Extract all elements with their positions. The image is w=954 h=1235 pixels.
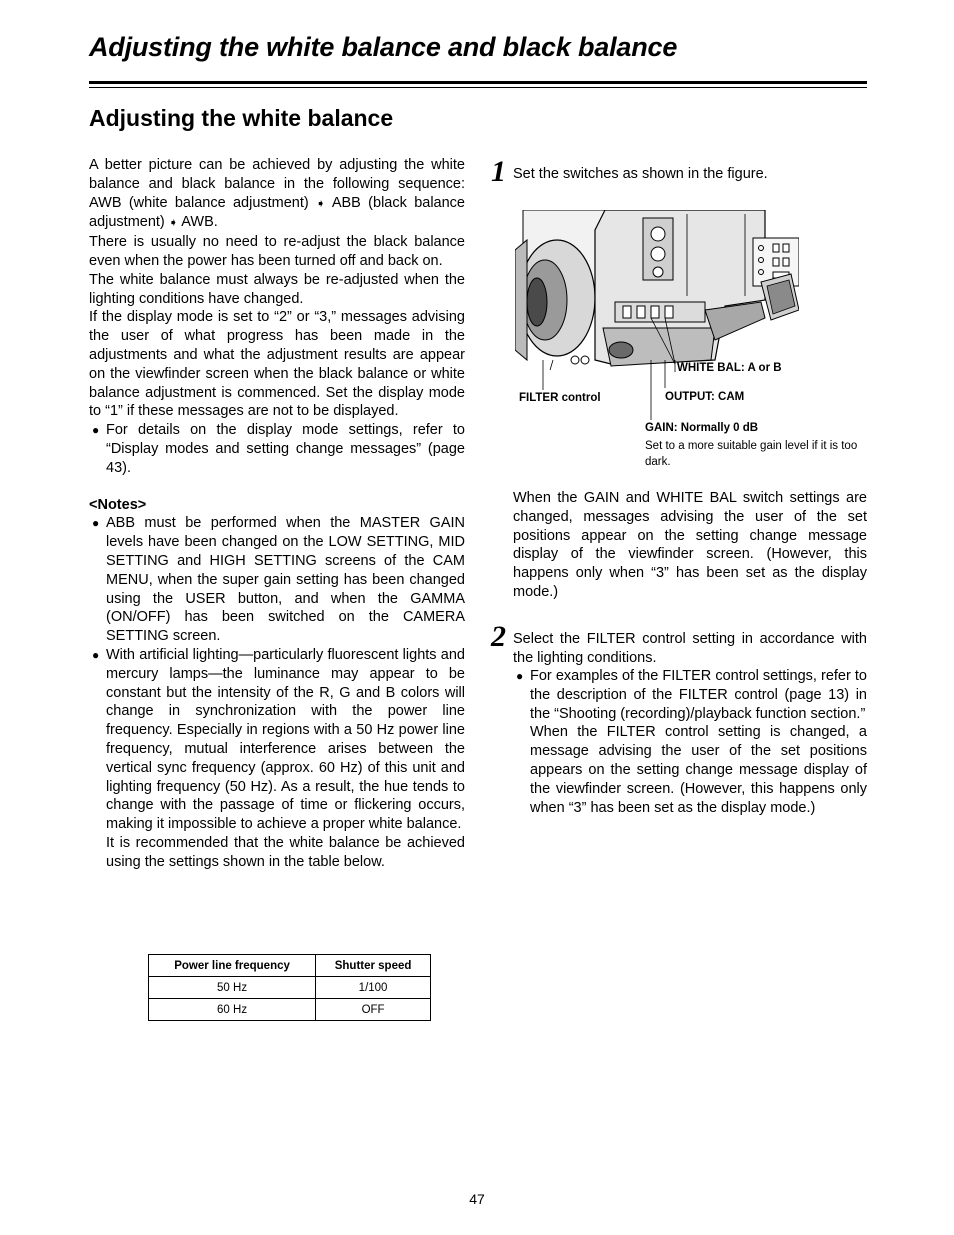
callout-filter-control: FILTER control: [519, 392, 601, 404]
shutter-speed-table: [148, 954, 431, 1021]
table-cell: OFF: [316, 999, 431, 1021]
table-cell: 1/100: [316, 977, 431, 999]
intro-text-a: A better picture can be achieved by adjusting the white balance and black balance in the following sequence: AWB (white balance adjustment): [89, 157, 465, 211]
note-text-1: ABB must be performed when the MASTER GAIN levels have been changed on the LOW SETTING, MID SETTING and HIGH SETTING screens of the CAM MENU, when the super gain setting has been changed using the USER button, and when the GAMMA (ON/OFF) has been switched on the CAMERA SETTING screen.: [106, 515, 465, 645]
table-cell: 50 Hz: [149, 977, 316, 999]
intro-paragraph-1: [89, 156, 465, 233]
spacer: [89, 478, 465, 496]
callout-output: OUTPUT: CAM: [665, 391, 745, 403]
note-item-1: [89, 514, 465, 646]
arrow-right-icon: ➧: [316, 197, 326, 210]
step-2-bullet-text-continued: When the FILTER control setting is changed, a message advising the user of the set positions appears on the setting change message display of the viewfinder screen. (However, this happens only when “3” has been set as the display mode.): [530, 724, 867, 816]
table-header-row: [149, 955, 431, 977]
intro-text-b: ABB (black balance adjustment): [89, 194, 465, 231]
step-2-bullet: [513, 667, 867, 817]
bullet-dot-icon: ●: [92, 423, 100, 438]
table-cell: 60 Hz: [149, 999, 316, 1021]
intro-text-c: AWB.: [178, 214, 218, 231]
table-header-cell: Shutter speed: [316, 955, 431, 977]
bullet-dot-icon: ●: [92, 647, 100, 662]
page-number: 47: [469, 1191, 485, 1207]
step-1-after-text: When the GAIN and WHITE BAL switch settings are changed, messages advising the user of the set positions appear on the setting change message display of the viewfinder screen. (However, this happens only when “3” has been set as the display mode.): [513, 490, 867, 600]
page-title: Adjusting the white balance and black balance: [89, 32, 678, 62]
notes-heading: <Notes>: [89, 496, 147, 513]
step-2-bullet-block: [513, 667, 867, 817]
bullet-dot-icon: ●: [516, 669, 524, 683]
table-header-cell: Power line frequency: [149, 955, 316, 977]
callout-white-bal: WHITE BAL: A or B: [677, 362, 782, 374]
intro-bullet-text: For details on the display mode settings, refer to “Display modes and setting change messages” (page 43).: [106, 422, 465, 476]
note-text-2: With artificial lighting—particularly fluorescent lights and mercury lamps—the luminance may appear to be constant but the intensity of the R, G and B colors will change in synchronization with the power line frequency. Especially in regions with a 50 Hz power line frequency, mutual interference arises between the vertical sync frequency (approx. 60 Hz) of this unit and lighting frequency (50 Hz). As a result, the hue tends to change with the passage of time or flickering occurs, making it impossible to achieve a proper white balance.: [106, 646, 465, 833]
intro-bullet: [89, 421, 465, 477]
note-item-2: [89, 646, 465, 872]
title-rule-thin: [89, 87, 867, 88]
intro-paragraph-4: If the display mode is set to “2” or “3,” messages advising the user of what progress has been made in the adjustments and what the adjustment results are appear on the viewfinder screen when the black balance or white balance adjustment is commenced. Set the display mode to “1” if these messages are not to be displayed.: [89, 309, 465, 420]
left-column: [89, 156, 465, 871]
step-1-number: 1: [491, 155, 506, 188]
intro-paragraph-3: The white balance must always be re-adjusted when the lighting conditions have changed.: [89, 271, 465, 307]
table-row: [149, 977, 431, 999]
step-2-text: Select the FILTER control setting in accordance with the lighting conditions.: [513, 631, 867, 666]
title-rule-thick: [89, 81, 867, 84]
table-row: [149, 999, 431, 1021]
callout-gain-note: Set to a more suitable gain level if it is too dark.: [645, 440, 858, 468]
bullet-dot-icon: ●: [92, 516, 100, 531]
callout-gain: GAIN: Normally 0 dB: [645, 422, 759, 434]
camera-illustration: [515, 210, 799, 370]
step-1-text: Set the switches as shown in the figure.: [513, 166, 768, 182]
arrow-right-icon: ➧: [168, 217, 179, 230]
step-2-number: 2: [491, 620, 506, 653]
note-text-2-continued: It is recommended that the white balance be achieved using the settings shown in the table below.: [106, 834, 465, 870]
intro-paragraph-2: There is usually no need to re-adjust the black balance even when the power has been turned off and back on.: [89, 234, 465, 269]
step-2-bullet-text: For examples of the FILTER control settings, refer to the description of the FILTER control (page 13) in the “Shooting (recording)/playback function section.”: [530, 668, 867, 722]
section-title: Adjusting the white balance: [89, 105, 394, 131]
